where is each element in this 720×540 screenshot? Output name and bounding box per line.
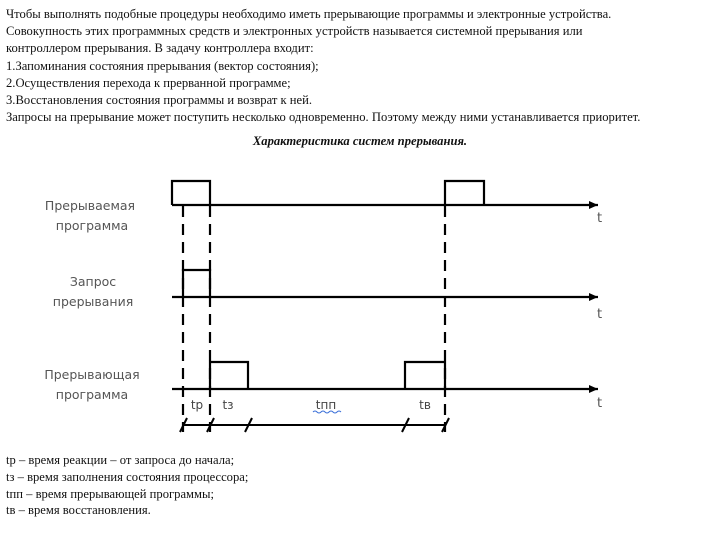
legend-item: tз – время заполнения состояния процессора; [6,469,249,484]
intro-line: Запросы на прерывание может поступить несколько одновременно. Поэтому между ними устанавливается приоритет. [6,110,641,125]
legend [6,452,248,519]
legend-item: tр – время реакции – от запроса до начала; [6,453,235,467]
interval-label-tv: tв [419,398,431,412]
row2-label-line2: прерывания [52,294,134,309]
row2-request-pulse [183,270,210,297]
row1-pulse-2 [445,181,484,205]
interval-label-tpp: tпп [315,398,337,412]
row3-axis-label: t [597,396,603,411]
legend-item: tв – время восстановления. [6,503,151,518]
row1-pulse-1 [172,181,210,205]
intro-line: Совокупность этих программных средств и электронных устройств называется системной прерывания или [6,24,583,39]
intro-line: 1.Запоминания состояния прерывания (вектор состояния); [6,58,319,73]
row3-label-line2: программа [55,387,129,402]
interval-label-tr: tр [190,398,204,412]
row3-label-line1: Прерывающая [44,367,140,382]
row3-pulse-1 [210,362,248,389]
interval-label-tz: tз [222,398,234,412]
legend-item: tпп – время прерывающей программы; [6,486,214,501]
row1-axis-label: t [597,211,603,226]
row2-axis-label: t [597,307,603,322]
section-heading: Характеристика систем прерывания. [252,134,468,148]
row1-label-line1: Прерываемая [44,198,136,213]
intro-line: 2.Осуществления перехода к прерванной программе; [6,75,291,90]
row2-label-line1: Запрос [69,274,117,289]
intro-line: 3.Восстановления состояния программы и возврат к ней. [6,93,312,108]
row1-label-line2: программа [55,218,129,233]
intro-line: Чтобы выполнять подобные процедуры необходимо иметь прерывающие программы и электронные устройства. [6,7,612,21]
row3-pulse-2 [405,362,445,389]
intro-line: контроллером прерывания. В задачу контроллера входит: [6,41,314,56]
